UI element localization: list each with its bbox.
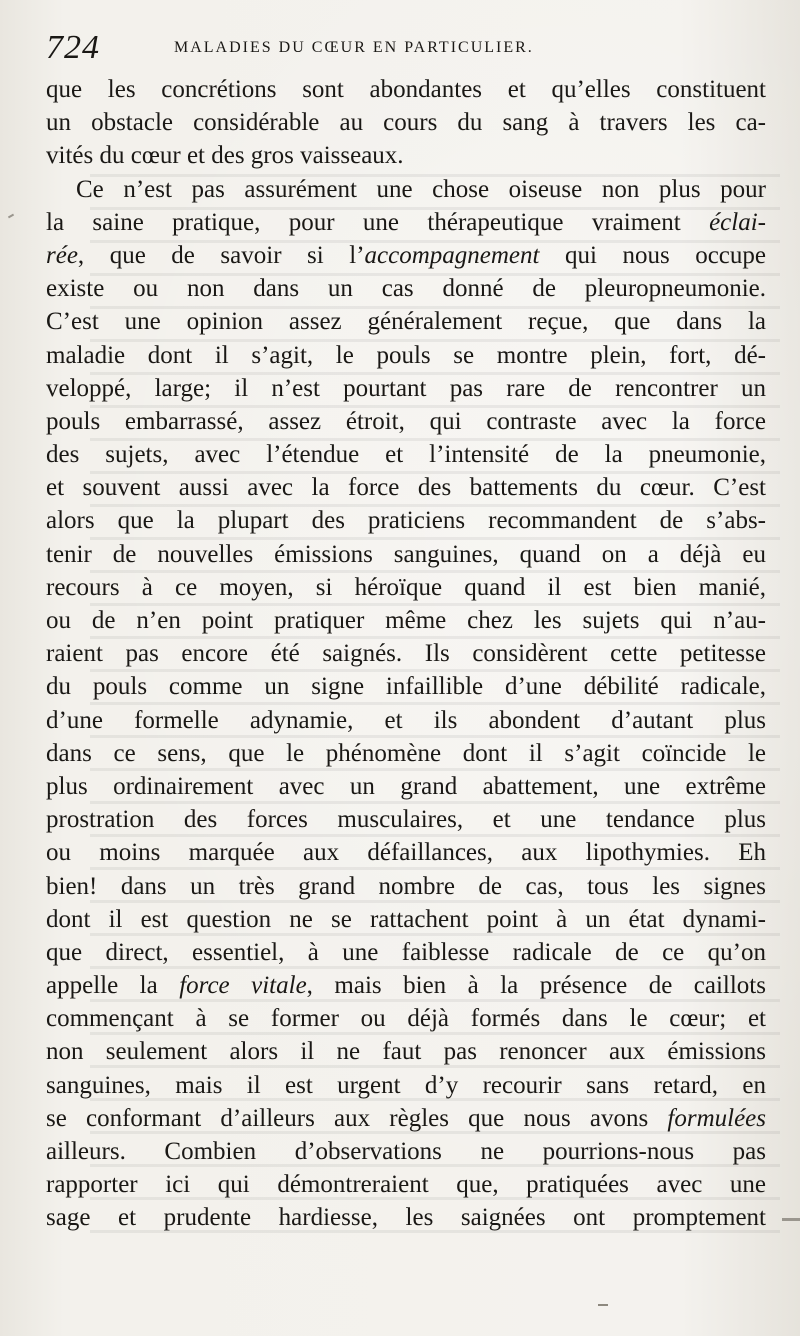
text-segment: dans ce sens, que le phénomène dont il s’agit coïncide le (46, 739, 766, 767)
italic-text: force vitale (179, 972, 307, 1000)
text-segment: recours à ce moyen, si héroïque quand il est bien manié, (46, 573, 766, 601)
text-line (46, 770, 766, 803)
text-line (46, 670, 766, 703)
italic-text: formulées (667, 1104, 766, 1132)
text-line (46, 936, 766, 969)
text-segment: alors que la plupart des praticiens recommandent de s’abs- (46, 507, 766, 535)
text-segment: sage et prudente hardiesse, les saignées ont promptement (46, 1204, 766, 1232)
text-segment: bien! dans un très grand nombre de cas, tous les signes (46, 872, 766, 900)
text-segment: des sujets, avec l’étendue et l’intensité de la pneumonie, (46, 441, 766, 469)
text-line (46, 239, 766, 272)
text-segment: pouls embarrassé, assez étroit, qui contraste avec la force (46, 407, 766, 435)
text-line (46, 836, 766, 869)
text-segment: veloppé, large; il n’est pourtant pas rare de rencontrer un (46, 374, 766, 402)
text-segment: appelle la (46, 972, 180, 1000)
bottom-speck (598, 1304, 608, 1306)
text-line (46, 571, 766, 604)
text-line (46, 1201, 766, 1234)
text-segment: un obstacle considérable au cours du sang à travers les ca- (46, 109, 766, 137)
text-line (46, 272, 766, 305)
page-edge-mark (782, 1218, 800, 1221)
text-line (46, 106, 766, 139)
text-line (46, 471, 766, 504)
text-segment: C’est une opinion assez généralement reçue, que dans la (46, 308, 766, 336)
text-line (46, 73, 766, 106)
text-segment: et souvent aussi avec la force des battements du cœur. C’est (46, 474, 766, 502)
text-line (46, 1069, 766, 1102)
text-line (46, 504, 766, 537)
text-segment: la saine pratique, pour une thérapeutique vraiment (46, 208, 710, 236)
text-line (46, 903, 766, 936)
text-line (46, 737, 766, 770)
text-segment: raient pas encore été saignés. Ils considèrent cette petitesse (46, 640, 766, 668)
text-line (46, 339, 766, 372)
text-line (46, 1002, 766, 1035)
text-segment: non seulement alors il ne faut pas renoncer aux émissions (46, 1038, 766, 1066)
text-line (46, 372, 766, 405)
text-line (46, 1135, 766, 1168)
text-segment: que direct, essentiel, à une faiblesse radicale de ce qu’on (46, 938, 766, 966)
text-line (46, 870, 766, 903)
text-line (46, 139, 766, 172)
text-segment: rapporter ici qui démontreraient que, pratiquées avec une (46, 1171, 766, 1199)
text-line (46, 1102, 766, 1135)
text-segment: que les concrétions sont abondantes et qu’elles constituent (46, 76, 766, 103)
text-segment: maladie dont il s’agit, le pouls se montre plein, fort, dé- (46, 341, 766, 369)
body-text (46, 73, 766, 1235)
text-segment: se conformant d’ailleurs aux règles que nous avons (46, 1104, 668, 1132)
text-segment: ou moins marquée aux défaillances, aux lipothymies. Eh (46, 839, 766, 867)
text-line (46, 1035, 766, 1068)
page-number: 724 (46, 29, 100, 66)
text-line (46, 438, 766, 471)
text-segment: dont il est question ne se rattachent point à un état dynami- (46, 905, 766, 933)
text-line (46, 803, 766, 836)
text-segment: vités du cœur et des gros vaisseaux. (46, 142, 404, 170)
text-line (46, 704, 766, 737)
italic-text: accompagnement (364, 241, 540, 269)
text-segment: commençant à se former ou déjà formés dans le cœur; et (46, 1005, 766, 1033)
text-segment: qui nous occupe (539, 241, 766, 269)
text-segment: ou de n’en point pratiquer même chez les sujets qui n’au- (46, 607, 766, 634)
text-line (46, 637, 766, 670)
text-segment: , mais bien à la présence de caillots (306, 972, 766, 1000)
text-segment: plus ordinairement avec un grand abattement, une extrême (46, 772, 766, 800)
running-head: MALADIES DU CŒUR EN PARTICULIER. (174, 39, 534, 56)
text-line (46, 969, 766, 1002)
text-segment: d’une formelle adynamie, et ils abondent d’autant plus (46, 706, 766, 734)
text-segment: , que de savoir si l’ (77, 241, 365, 269)
text-line (46, 1168, 766, 1201)
italic-text: éclai- (709, 208, 766, 236)
text-line (46, 173, 766, 206)
margin-speck (8, 214, 14, 219)
text-line (46, 206, 766, 239)
text-line (46, 405, 766, 438)
text-segment: tenir de nouvelles émissions sanguines, quand on a déjà eu (46, 540, 766, 568)
text-segment: existe ou non dans un cas donné de pleuropneumonie. (46, 275, 766, 303)
text-line (46, 305, 766, 338)
page-header (46, 28, 766, 68)
text-segment: du pouls comme un signe infaillible d’une débilité radicale, (46, 673, 766, 701)
text-segment: prostration des forces musculaires, et une tendance plus (46, 806, 766, 834)
text-segment: sanguines, mais il est urgent d’y recourir sans retard, en (46, 1071, 766, 1099)
text-segment: Ce n’est pas assurément une chose oiseuse non plus pour (76, 175, 766, 203)
text-line (46, 604, 766, 637)
text-segment: ailleurs. Combien d’observations ne pourrions-nous pas (46, 1138, 766, 1165)
italic-text: rée (46, 241, 78, 269)
text-line (46, 538, 766, 571)
